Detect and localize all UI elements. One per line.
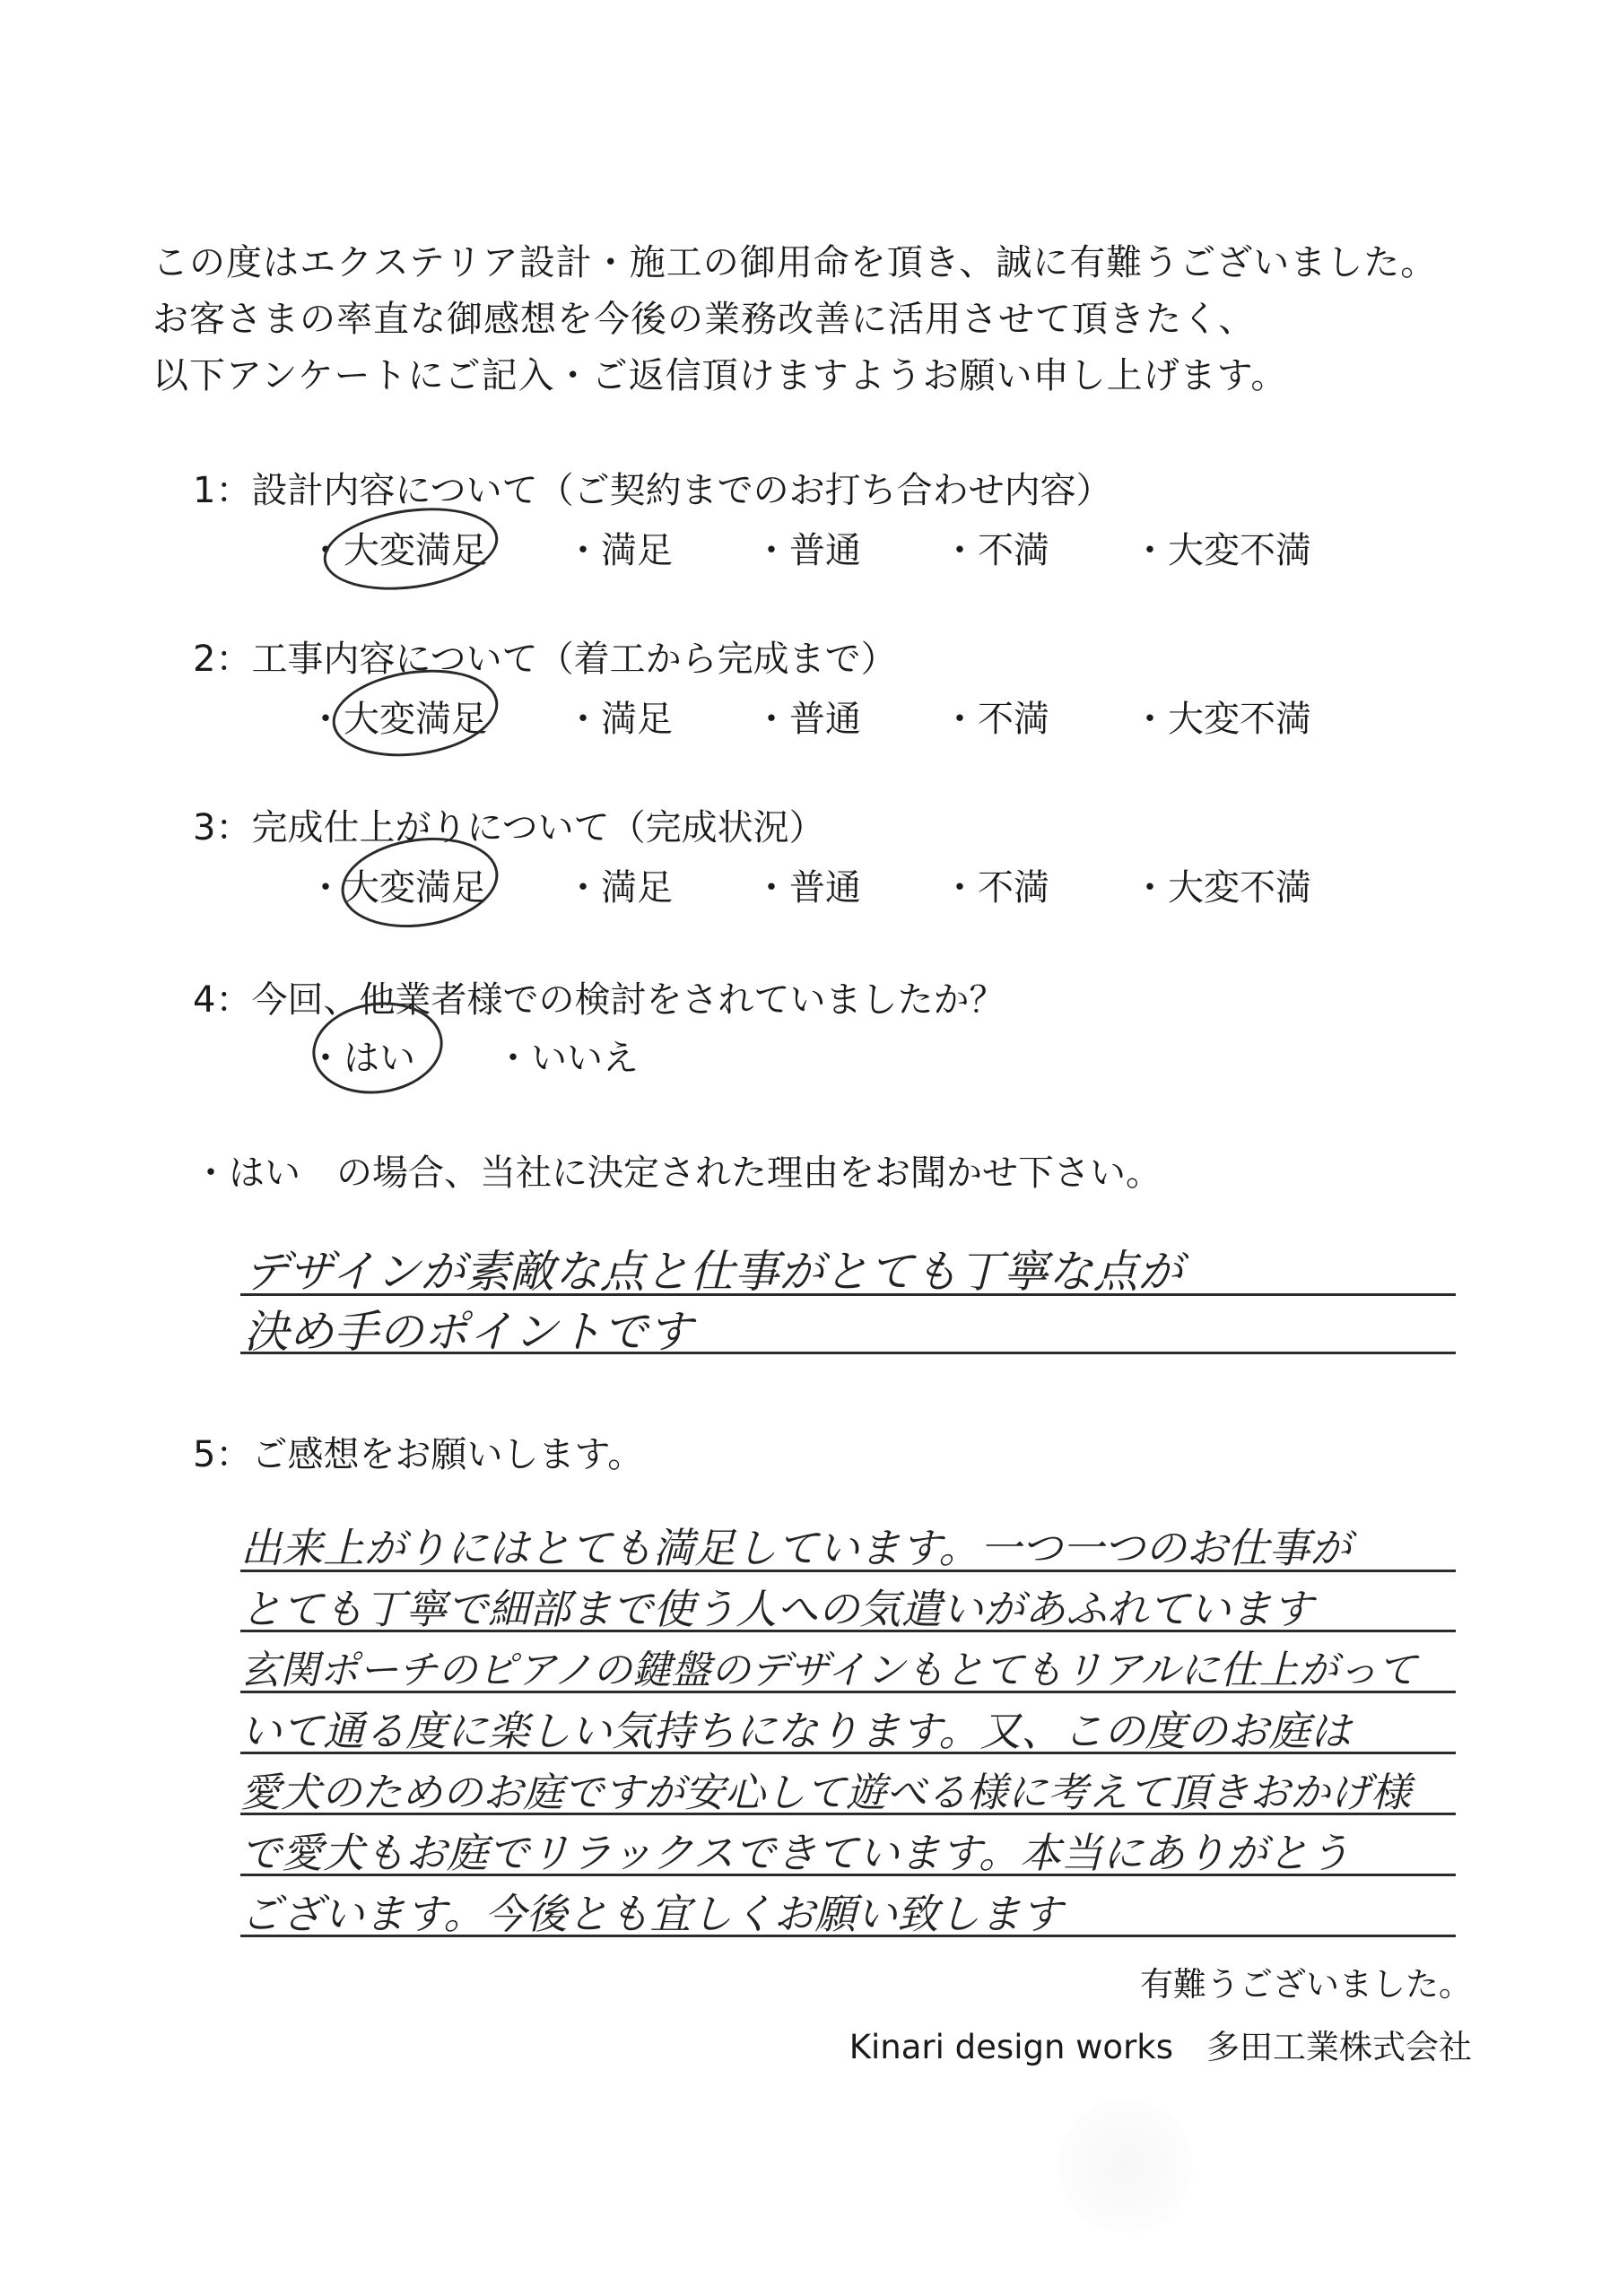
question-2-label: 2：工事内容について（着工から完成まで） bbox=[193, 639, 897, 680]
comments-prompt: 5：ご感想をお願いします。 bbox=[193, 1434, 644, 1475]
comment-line-1: 出来上がりにはとても満足しています。一つ一つのお仕事が bbox=[240, 1524, 1352, 1572]
comment-line-6: で愛犬もお庭でリラックスできています。本当にありがとう bbox=[240, 1829, 1350, 1877]
option-neutral[interactable]: ・普通 bbox=[753, 867, 861, 909]
option-very-satisfied[interactable]: ・大変満足 bbox=[308, 699, 487, 740]
intro-line: お客さまの率直な御感想を今後の業務改善に活用させて頂きたく、 bbox=[152, 299, 1256, 340]
comment-line-7: ございます。今後とも宜しくお願い致します bbox=[240, 1890, 1063, 1938]
intro-text bbox=[152, 235, 1498, 404]
option-satisfied[interactable]: ・満足 bbox=[565, 867, 673, 909]
option-very-dissatisfied[interactable]: ・大変不満 bbox=[1132, 699, 1311, 740]
question-4-label: 4：今回、他業者様での検討をされていましたか？ bbox=[193, 979, 1005, 1021]
thanks-note: 有難うございました。 bbox=[1140, 1965, 1472, 2004]
intro-line: この度はエクステリア設計・施工の御用命を頂き、誠に有難うございました。 bbox=[152, 242, 1438, 283]
option-no[interactable]: ・いいえ bbox=[495, 1038, 639, 1079]
comment-line-5: 愛犬のためのお庭ですが安心して遊べる様に考えて頂きおかげ様 bbox=[240, 1769, 1412, 1816]
intro-line: 以下アンケートにご記入・ご返信頂けますようお願い申し上げます。 bbox=[152, 355, 1288, 396]
question-1-label: 1：設計内容について（ご契約までのお打ち合わせ内容） bbox=[193, 470, 1112, 511]
comment-line-4: いて通る度に楽しい気持ちになります。又、この度のお庭は bbox=[240, 1707, 1352, 1755]
option-yes[interactable]: ・はい bbox=[308, 1038, 415, 1079]
paper-stain bbox=[1058, 2099, 1193, 2233]
option-satisfied[interactable]: ・満足 bbox=[565, 699, 673, 740]
reason-prompt: ・はい の場合、当社に決定された理由をお聞かせ下さい。 bbox=[193, 1152, 1162, 1194]
option-very-dissatisfied[interactable]: ・大変不満 bbox=[1132, 867, 1311, 909]
question-3-label: 3：完成仕上がりについて（完成状況） bbox=[193, 807, 825, 848]
reason-answer-line-2: 決め手のポイントです bbox=[244, 1306, 692, 1358]
comment-line-2: とても丁寧で細部まで使う人への気遣いがあふれています bbox=[240, 1585, 1313, 1633]
option-very-satisfied[interactable]: ・大変満足 bbox=[308, 867, 487, 909]
option-neutral[interactable]: ・普通 bbox=[753, 699, 861, 740]
reason-answer-line-1: デザインが素敵な点と仕事がとても丁寧な点が bbox=[244, 1246, 1183, 1298]
comment-line-3: 玄関ポーチのピアノの鍵盤のデザインもとてもリアルに仕上がって bbox=[240, 1648, 1417, 1693]
company-name: Kinari design works 多田工業株式会社 bbox=[849, 2028, 1472, 2066]
option-neutral[interactable]: ・普通 bbox=[753, 530, 861, 571]
option-dissatisfied[interactable]: ・不満 bbox=[942, 699, 1049, 740]
option-satisfied[interactable]: ・満足 bbox=[565, 530, 673, 571]
option-dissatisfied[interactable]: ・不満 bbox=[942, 530, 1049, 571]
option-very-satisfied[interactable]: ・大変満足 bbox=[308, 530, 487, 571]
option-very-dissatisfied[interactable]: ・大変不満 bbox=[1132, 530, 1311, 571]
option-dissatisfied[interactable]: ・不満 bbox=[942, 867, 1049, 909]
